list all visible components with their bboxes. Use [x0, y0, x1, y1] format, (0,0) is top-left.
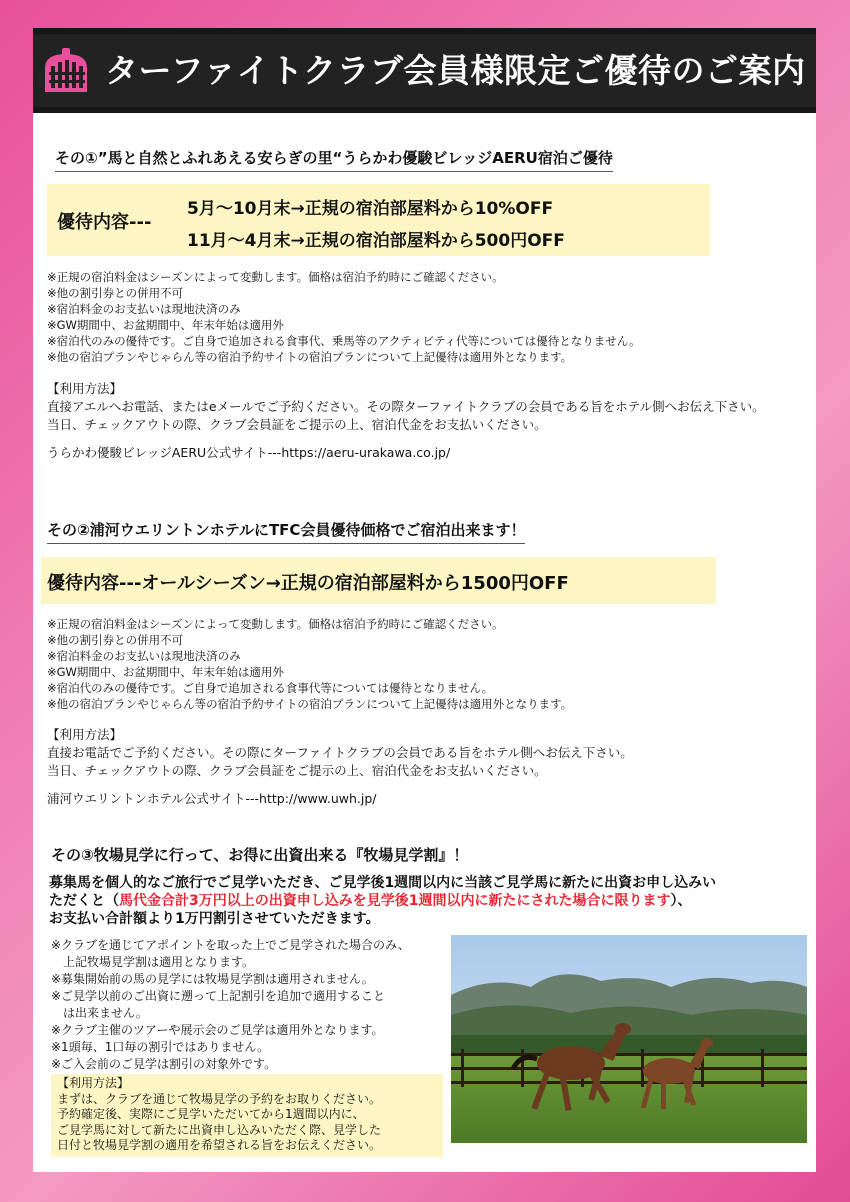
section2-title: その②浦河ウエリントンホテルにTFC会員優待価格でご宿泊出来ます！: [47, 519, 525, 544]
intro-line-2a: ただくと（: [49, 893, 119, 909]
note-line: ※他の宿泊プランやじゃらん等の宿泊予約サイトの宿泊プランについて上記優待は適用外となります。: [47, 697, 573, 711]
section1-title: その①”馬と自然とふれあえる安らぎの里“うらかわ優駿ビレッジAERU宿泊ご優待: [55, 147, 613, 172]
note-line: ※宿泊代のみの優待です。ご自身で追加される食事代、乗馬等のアクティビティ代等については優待となりません。: [47, 334, 641, 348]
section1-offer-line-1: 5月～10月末→正規の宿泊部屋料から10%OFF: [187, 199, 554, 219]
note-line: ※宿泊料金のお支払いは現地決済のみ: [47, 649, 241, 663]
note-line: ※クラブを通じてアポイントを取った上でご見学された場合のみ、: [51, 938, 410, 952]
note-line: ※GW期間中、お盆期間中、年末年始は適用外: [47, 665, 284, 679]
intro-line-1: 募集馬を個人的なご旅行でご見学いただき、ご見学後1週間以内に当該ご見学馬に新たに出資お申し込みい: [49, 875, 717, 891]
section2-site-text[interactable]: 浦河ウエリントンホテル公式サイト---http://www.uwh.jp/: [47, 791, 377, 806]
note-line: ※正規の宿泊料金はシーズンによって変動します。価格は宿泊予約時にご確認ください。: [47, 617, 504, 631]
section1-usage: [47, 380, 765, 434]
note-line: ※1頭毎、1口毎の割引ではありません。: [51, 1040, 270, 1054]
note-line: ※ご見学以前のご出資に遡って上記割引を追加で適用すること: [51, 989, 386, 1003]
note-line: ※宿泊代のみの優待です。ご自身で追加される食事代等については優待となりません。: [47, 681, 494, 695]
usage-heading: 【利用方法】: [47, 727, 123, 742]
header-bar: [33, 28, 816, 113]
section1-offer-line-2: 11月～4月末→正規の宿泊部屋料から500円OFF: [187, 231, 565, 251]
content-sheet: [33, 113, 816, 1172]
intro-line-2: [49, 892, 716, 910]
note-line: ※他の宿泊プランやじゃらん等の宿泊予約サイトの宿泊プランについて上記優待は適用外となります。: [47, 350, 573, 364]
section3-title: その③牧場見学に行って、お得に出資出来る『牧場見学割』！: [51, 846, 469, 864]
usage-heading: 【利用方法】: [57, 1076, 130, 1090]
note-line: ※ご入会前のご見学は割引の対象外です。: [51, 1057, 277, 1071]
section3-notes: [51, 937, 410, 1073]
section1-site-link[interactable]: [47, 444, 450, 462]
note-line: ※宿泊料金のお支払いは現地決済のみ: [47, 302, 241, 316]
note-line: ※クラブ主催のツアーや展示会のご見学は適用外となります。: [51, 1023, 384, 1037]
page-title: ターファイトクラブ会員様限定ご優待のご案内: [105, 51, 806, 90]
usage-line: 当日、チェックアウトの際、クラブ会員証をご提示の上、宿泊代金をお支払いください。: [47, 763, 547, 778]
note-line: は出来ません。: [51, 1006, 148, 1020]
club-logo-icon: [41, 46, 91, 96]
usage-line: ご見学馬に対して新たに出資申し込みいただく際、見学した: [57, 1122, 382, 1137]
usage-line: 直接アエルへお電話、またはeメールでご予約ください。その際ターファイトクラブの会員である旨をホテル側へお伝え下さい。: [47, 399, 765, 414]
note-line: ※募集開始前の馬の見学には牧場見学割は適用されません。: [51, 972, 374, 986]
intro-condition-red: 馬代金合計3万円以上の出資申し込みを見学後1週間以内に新たにされた場合に限ります: [119, 893, 671, 909]
note-line: ※正規の宿泊料金はシーズンによって変動します。価格は宿泊予約時にご確認ください。: [47, 270, 504, 284]
note-line: ※他の割引券との併用不可: [47, 633, 184, 647]
note-line: ※GW期間中、お盆期間中、年末年始は適用外: [47, 318, 284, 332]
usage-line: 当日、チェックアウトの際、クラブ会員証をご提示の上、宿泊代金をお支払いください。: [47, 417, 547, 432]
header-inner: [33, 34, 816, 107]
usage-line: 予約確定後、実際にご見学いただいてから1週間以内に、: [57, 1107, 365, 1122]
horses-photo: [451, 935, 807, 1143]
intro-line-3: お支払い合計額より1万円割引させていただきます。: [49, 911, 380, 927]
section3-intro: [49, 874, 716, 928]
usage-line: まずは、クラブを通じて牧場見学の予約をお取りください。: [57, 1091, 382, 1106]
section1-offer-label: 優待内容---: [57, 212, 152, 233]
usage-line: 直接お電話でご予約ください。その際にターファイトクラブの会員である旨をホテル側へお伝え下さい。: [47, 745, 633, 760]
section1-notes: [47, 269, 641, 365]
intro-line-2b: ）、: [670, 893, 692, 909]
section2-offer: 優待内容---オールシーズン→正規の宿泊部屋料から1500円OFF: [47, 573, 569, 594]
section2-usage: [47, 726, 633, 780]
section2-notes: [47, 616, 572, 712]
section3-usage-box: [51, 1074, 443, 1157]
usage-line: 日付と牧場見学割の適用を希望される旨をお伝えください。: [57, 1138, 382, 1153]
note-line: ※他の割引券との併用不可: [47, 286, 184, 300]
section1-offer-box: [47, 184, 710, 256]
usage-heading: 【利用方法】: [47, 381, 123, 396]
section1-site-text[interactable]: うらかわ優駿ビレッジAERU公式サイト---https://aeru-urakawa.co.jp/: [47, 445, 451, 460]
note-line: 上記牧場見学割は適用となります。: [51, 955, 255, 969]
section2-offer-box: [41, 557, 716, 604]
section2-site-link[interactable]: [47, 790, 376, 808]
